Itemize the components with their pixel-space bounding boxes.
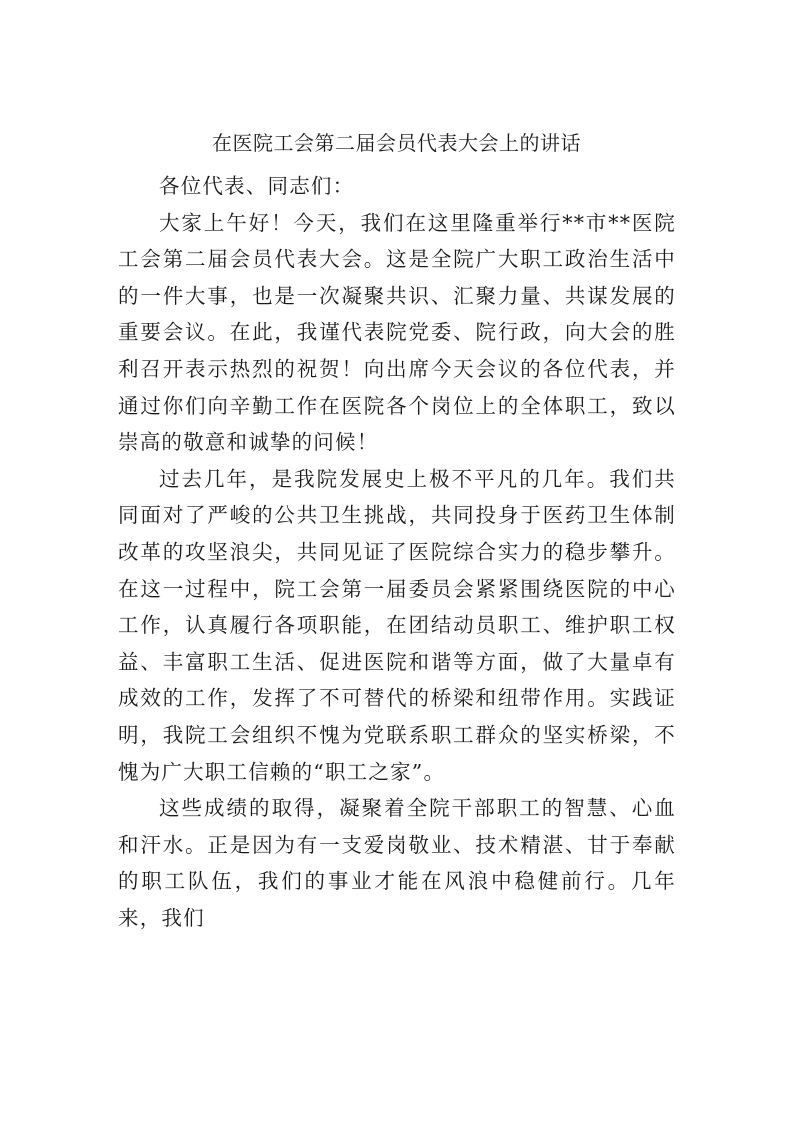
salutation-paragraph: 各位代表、同志们： (159, 174, 355, 198)
body-paragraph: 大家上午好！今天，我们在这里隆重举行**市**医院工会第二届会员代表大会。这是全院广大职工政治生活中的一件大事，也是一次凝聚共识、汇聚力量、共谋发展的重要会议。在此，我谨代表院党委、院行政，向大会的胜利召开表示热烈的祝贺！向出席今天会议的各位代表，并通过你们向辛勤工作在医院各个岗位上的全体职工，致以崇高的敬意和诚挚的问候！ (118, 210, 676, 455)
document-title: 在医院工会第二届会员代表大会上的讲话 (212, 131, 581, 155)
document-body (118, 168, 676, 936)
body-paragraph: 过去几年，是我院发展史上极不平凡的几年。我们共同面对了严峻的公共卫生挑战，共同投身于医药卫生体制改革的攻坚浪尖，共同见证了医院综合实力的稳步攀升。在这一过程中，院工会第一届委员会紧紧围绕医院的中心工作，认真履行各项职能，在团结动员职工、维护职工权益、丰富职工生活、促进医院和谐等方面，做了大量卓有成效的工作，发挥了不可替代的桥梁和纽带作用。实践证明，我院工会组织不愧为党联系职工群众的坚实桥梁，不愧为广大职工信赖的“职工之家”。 (118, 466, 676, 784)
body-paragraph: 这些成绩的取得，凝聚着全院干部职工的智慧、心血和汗水。正是因为有一支爱岗敬业、技术精湛、甘于奉献的职工队伍，我们的事业才能在风浪中稳健前行。几年来，我们 (118, 796, 676, 930)
